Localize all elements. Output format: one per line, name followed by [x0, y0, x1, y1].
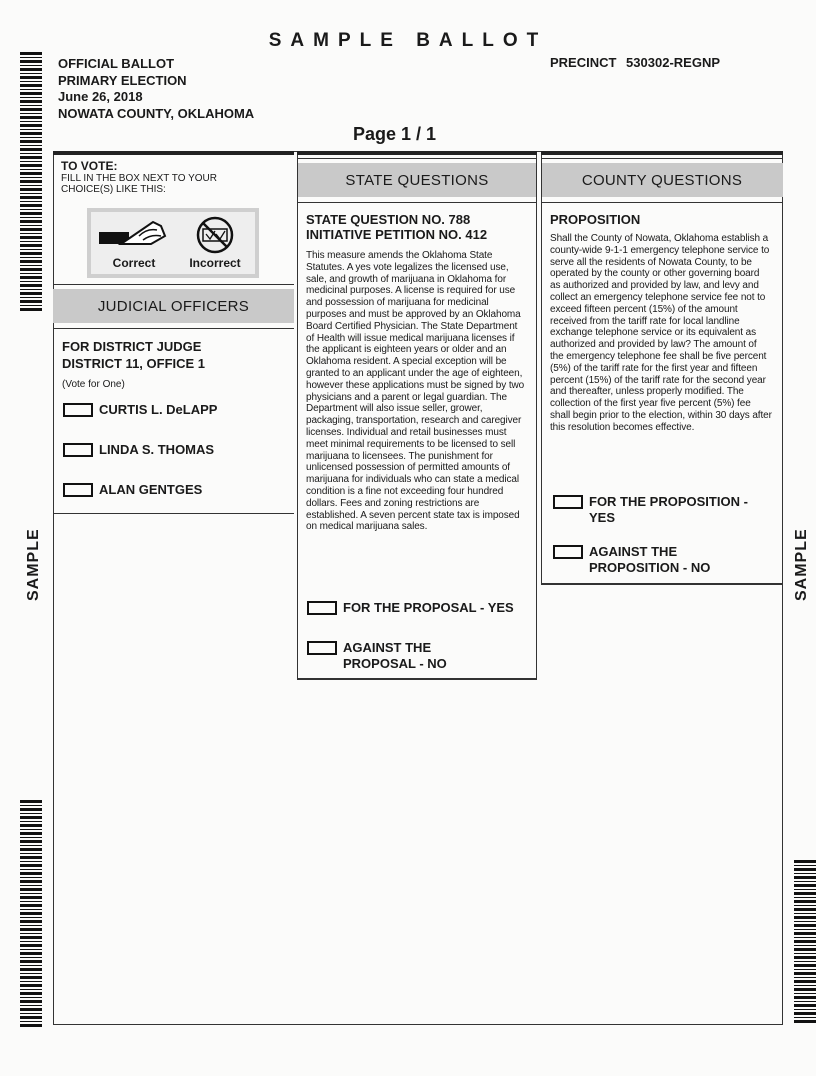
election-line: PRIMARY ELECTION — [58, 72, 187, 88]
judicial-section-header: JUDICIAL OFFICERS — [53, 289, 294, 323]
section-divider — [297, 202, 537, 203]
barcode-bottom-left — [20, 800, 42, 1028]
correct-label: Correct — [112, 256, 156, 270]
section-divider — [297, 158, 537, 159]
question-title: STATE QUESTION NO. 788 — [306, 212, 471, 227]
vote-for-instruction: (Vote for One) — [62, 379, 125, 390]
proposal-no-option[interactable] — [307, 640, 497, 672]
election-info — [58, 56, 254, 122]
column-bottom-rule — [541, 583, 783, 585]
incorrect-label: Incorrect — [189, 256, 241, 270]
county-questions-column — [541, 151, 783, 581]
proposition-no-option[interactable] — [553, 544, 743, 576]
vote-box[interactable] — [63, 483, 93, 497]
instructions-heading: TO VOTE: — [61, 159, 118, 173]
option-label: FOR THE PROPOSAL - YES — [343, 600, 514, 615]
side-sample-label-left: SAMPLE — [25, 528, 42, 601]
proposal-yes-option[interactable] — [307, 600, 529, 616]
race-title: FOR DISTRICT JUDGE — [62, 339, 202, 354]
election-line: OFFICIAL BALLOT — [58, 56, 175, 71]
vote-box[interactable] — [307, 641, 337, 655]
question-subtitle: INITIATIVE PETITION NO. 412 — [306, 227, 488, 242]
barcode-top-left — [20, 52, 42, 312]
proposition-title: PROPOSITION — [550, 212, 641, 227]
candidate-name: LINDA S. THOMAS — [99, 442, 215, 457]
section-divider — [53, 328, 294, 329]
option-label: AGAINST THE PROPOSAL - NO — [343, 640, 447, 671]
race-subtitle: DISTRICT 11, OFFICE 1 — [62, 356, 206, 371]
proposition-text: Shall the County of Nowata, Oklahoma establish a county-wide 9-1-1 emergency telephone service to serve all the residents of Nowata County, to be operated by the county or other governing board as authorized and provided by law, and levy and collect an emergency telephone service fee not to exceed fifteen percent (15%) of the amount received from the tariff rate for local landline exchange telephone service or its equivalent as authorized and provided by law? The amount of the emergency telephone fee shall be five percent (5%) of the tariff rate for the first year and fifteen percent (15%) of the tariff rate for the second year and thereafter, unless properly modified. The collection of the first year five percent (5%) fee shall begin prior to the election, within 30 days after this resolution becomes effective. — [550, 233, 772, 433]
county-section-header: COUNTY QUESTIONS — [541, 163, 783, 197]
proposition-yes-option[interactable] — [553, 494, 759, 526]
side-sample-label-right: SAMPLE — [793, 528, 810, 601]
barcode-bottom-right — [794, 860, 816, 1025]
column-bottom-rule — [297, 678, 537, 680]
election-line: June 26, 2018 — [58, 89, 143, 104]
section-divider — [53, 513, 294, 514]
candidate-option[interactable] — [63, 402, 217, 418]
section-divider — [541, 158, 783, 159]
correct-example — [91, 212, 177, 274]
candidate-name: ALAN GENTGES — [99, 482, 203, 497]
election-line: NOWATA COUNTY, OKLAHOMA — [58, 105, 255, 121]
section-divider — [53, 284, 294, 285]
question-text: This measure amends the Oklahoma State Statutes. A yes vote legalizes the licensed use, sale, and growth of marijuana in Oklahoma for medicinal purposes. A license is required for use and possession of marijuana for medicinal purposes and must be approved by an Oklahoma Board Certified Physician. The State Department of Health will issue medical marijuana licenses if the applicant is eighteen years or older and an Oklahoma resident. A special exception will be granted to an applicant under the age of eighteen, however these applications must be signed by two physicians and a parent or legal guardian. The Department will also issue seller, grower, packaging, transportation, research and caregiver licenses. Individual and retail businesses must meet minimal requirements to be licensed to sell marijuana to licensees. The punishment for unlicensed possession of permitted amounts of marijuana for individuals who can state a medical condition is a fine not exceeding four hundred dollars. Fees and zoning restrictions are established. A seven percent state tax is imposed on medical marijuana sales. — [306, 250, 525, 533]
vote-box[interactable] — [63, 403, 93, 417]
option-label: FOR THE PROPOSITION - YES — [589, 494, 748, 525]
page-number: Page 1 / 1 — [353, 124, 437, 144]
instructions-column — [53, 151, 294, 514]
vote-box[interactable] — [63, 443, 93, 457]
column-right-rule — [536, 155, 537, 680]
precinct-label: PRECINCT 530302-REGNP — [550, 55, 720, 70]
option-label: AGAINST THE PROPOSITION - NO — [589, 544, 711, 575]
marking-examples — [87, 208, 259, 278]
vote-box[interactable] — [553, 495, 583, 509]
incorrect-example — [175, 212, 255, 274]
vote-box[interactable] — [307, 601, 337, 615]
pen-marking-icon — [91, 214, 177, 258]
section-divider — [541, 202, 783, 203]
column-left-rule — [541, 155, 542, 585]
state-questions-column — [297, 151, 537, 677]
column-left-rule — [297, 155, 298, 680]
ballot-title: SAMPLE BALLOT — [268, 30, 548, 51]
vote-box[interactable] — [553, 545, 583, 559]
candidate-option[interactable] — [63, 482, 202, 498]
state-section-header: STATE QUESTIONS — [297, 163, 537, 197]
prohibited-check-icon — [175, 214, 255, 258]
candidate-name: CURTIS L. DeLAPP — [99, 402, 218, 417]
instructions-text: FILL IN THE BOX NEXT TO YOUR CHOICE(S) LIKE THIS: — [61, 173, 217, 195]
candidate-option[interactable] — [63, 442, 214, 458]
